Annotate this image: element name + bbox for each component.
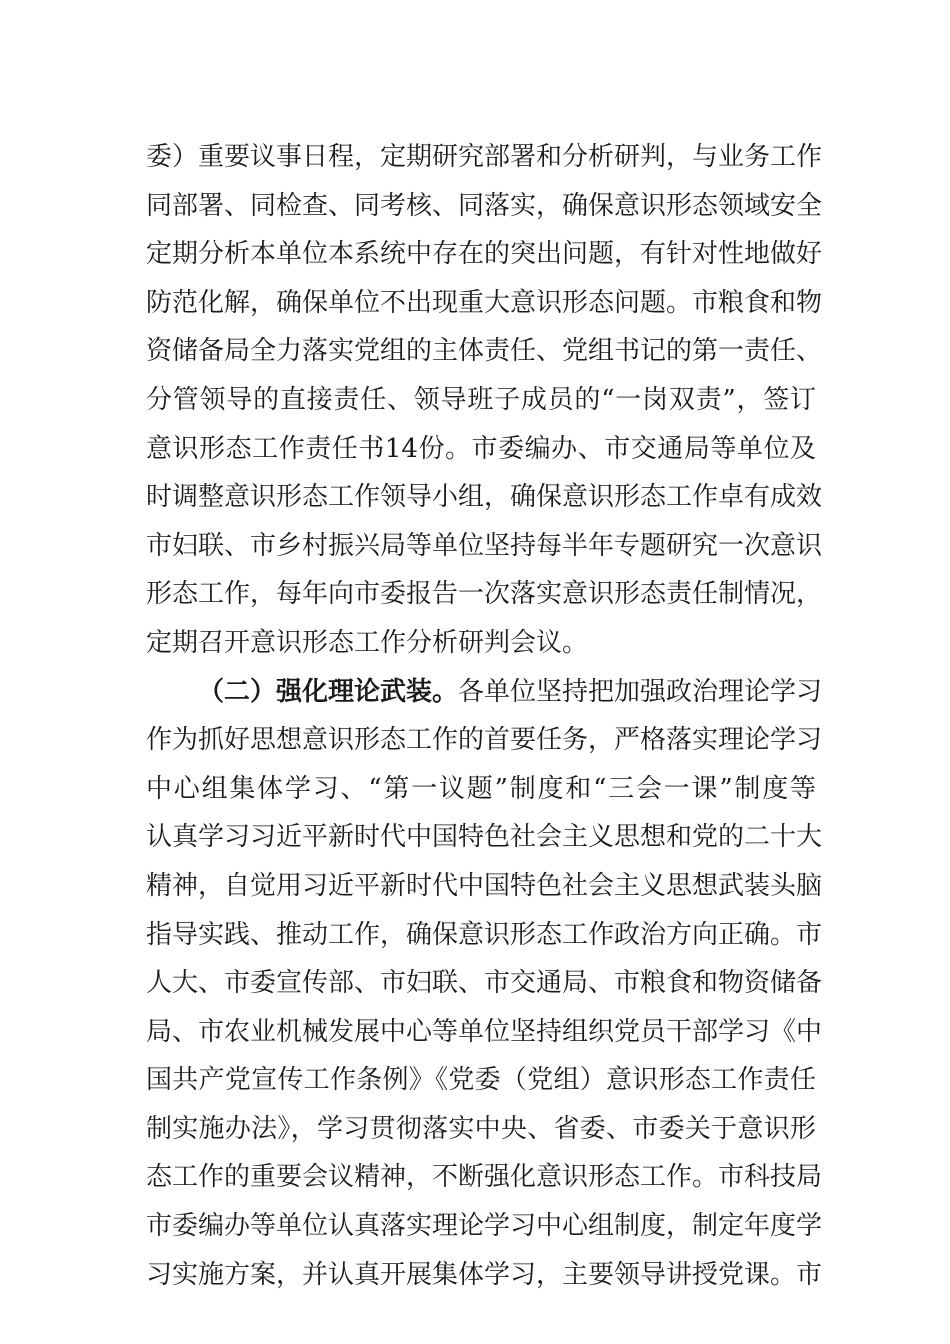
paragraph-2	[146, 668, 823, 1300]
body-text	[146, 133, 823, 1299]
text-line: 定期分析本单位本系统中存在的突出问题，有针对性地做好	[146, 239, 823, 270]
text-line: 国共产党宣传工作条例》《党委（党组）意识形态工作责任	[146, 1065, 816, 1096]
text-line: 认真学习习近平新时代中国特色社会主义思想和党的二十大	[146, 822, 823, 853]
text-line: 中心组集体学习、“第一议题”制度和“三会一课”制度等	[146, 773, 816, 804]
text-line: 人大、市委宣传部、市妇联、市交通局、市粮食和物资储备	[146, 968, 823, 999]
text-line: 同部署、同检查、同考核、同落实，确保意识形态领域安全	[146, 190, 823, 221]
text-line: 时调整意识形态工作领导小组，确保意识形态工作卓有成效	[146, 482, 823, 513]
text-line: 委）重要议事日程，定期研究部署和分析研判，与业务工作	[146, 142, 823, 172]
text-line: 制实施办法》，学习贯彻落实中央、省委、市委关于意识形	[146, 1113, 816, 1144]
text-line: 意识形态工作责任书14份。市委编办、市交通局等单位及	[146, 433, 816, 464]
text-line: 定期召开意识形态工作分析研判会议。	[146, 627, 589, 658]
text-line: 市妇联、市乡村振兴局等单位坚持每半年专题研究一次意识	[146, 530, 823, 561]
text-line: 作为抓好思想意识形态工作的首要任务，严格落实理论学习	[146, 725, 823, 756]
text-line: 指导实践、推动工作，确保意识形态工作政治方向正确。市	[146, 919, 823, 950]
text-line: 态工作的重要会议精神，不断强化意识形态工作。市科技局	[146, 1162, 823, 1193]
section-heading: （二）强化理论武装。	[198, 676, 459, 707]
text-line: 形态工作，每年向市委报告一次落实意识形态责任制情况，	[146, 579, 823, 610]
text-line: 精神，自觉用习近平新时代中国特色社会主义思想武装头脑	[146, 870, 823, 901]
text-line: 资储备局全力落实党组的主体责任、党组书记的第一责任、	[146, 336, 823, 367]
paragraph-1	[146, 133, 823, 668]
text-line: 分管领导的直接责任、领导班子成员的“一岗双责”，签订	[146, 384, 816, 415]
text-line: 局、市农业机械发展中心等单位坚持组织党员干部学习《中	[146, 1016, 823, 1047]
text-line: 防范化解，确保单位不出现重大意识形态问题。市粮食和物	[146, 287, 823, 318]
section-first-line-text: 各单位坚持把加强政治理论学习	[458, 676, 823, 707]
section-first-line	[146, 668, 823, 717]
text-line: 市委编办等单位认真落实理论学习中心组制度，制定年度学	[146, 1211, 823, 1242]
text-line: 习实施方案，并认真开展集体学习，主要领导讲授党课。市	[146, 1259, 823, 1290]
